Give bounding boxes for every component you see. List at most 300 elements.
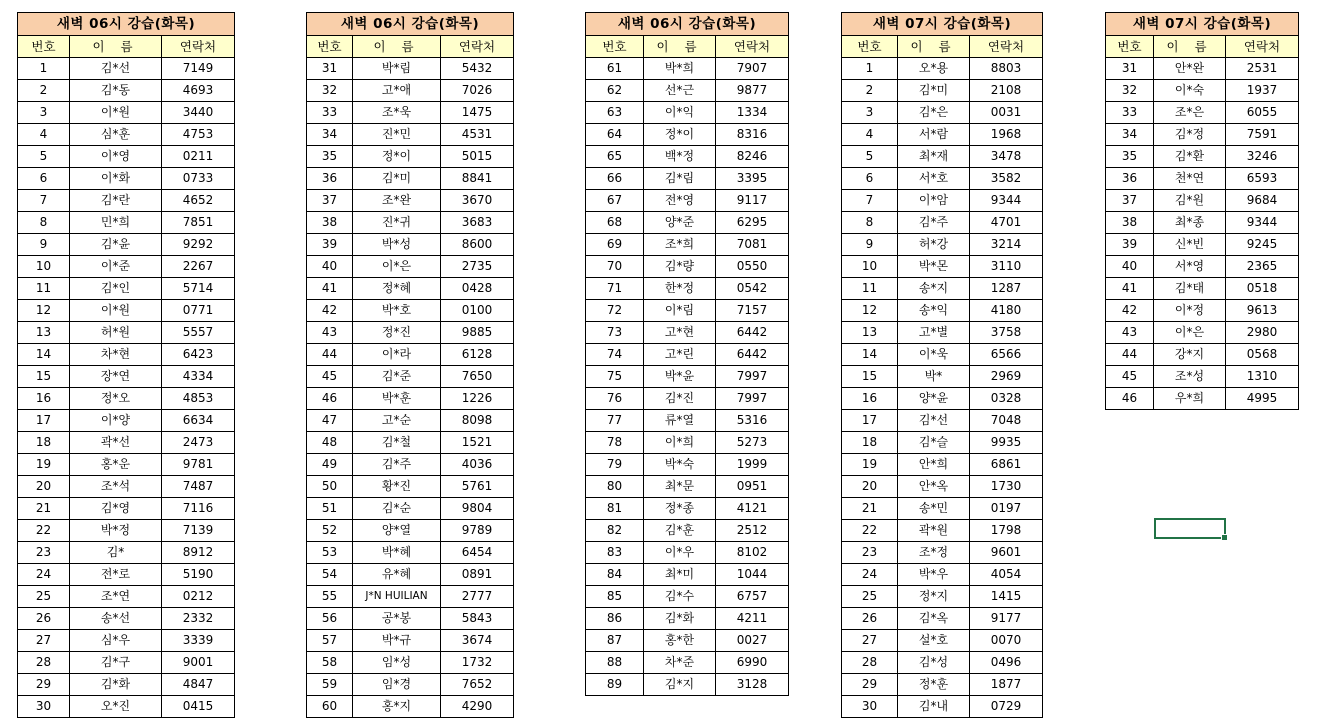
cell-contact[interactable]: 3214 bbox=[970, 234, 1043, 256]
cell-number[interactable]: 7 bbox=[842, 190, 898, 212]
cell-contact[interactable]: 0070 bbox=[970, 630, 1043, 652]
cell-number[interactable]: 45 bbox=[1106, 366, 1154, 388]
cell-name[interactable]: 김*태 bbox=[1154, 278, 1226, 300]
cell-contact[interactable]: 2267 bbox=[162, 256, 235, 278]
cell-contact[interactable]: 7907 bbox=[716, 58, 789, 80]
cell-number[interactable]: 47 bbox=[307, 410, 353, 432]
cell-contact[interactable]: 3758 bbox=[970, 322, 1043, 344]
cell-name[interactable]: 이*은 bbox=[1154, 322, 1226, 344]
cell-name[interactable]: 김*영 bbox=[70, 498, 162, 520]
cell-number[interactable]: 1 bbox=[842, 58, 898, 80]
table-title[interactable]: 새벽 07시 강습(화목) bbox=[842, 13, 1043, 36]
header-number[interactable]: 번호 bbox=[18, 36, 70, 58]
cell-contact[interactable]: 1968 bbox=[970, 124, 1043, 146]
cell-name[interactable]: 김*림 bbox=[644, 168, 716, 190]
cell-contact[interactable]: 3674 bbox=[441, 630, 514, 652]
cell-number[interactable]: 85 bbox=[586, 586, 644, 608]
cell-contact[interactable]: 9789 bbox=[441, 520, 514, 542]
cell-number[interactable]: 15 bbox=[842, 366, 898, 388]
cell-number[interactable]: 67 bbox=[586, 190, 644, 212]
cell-number[interactable]: 35 bbox=[1106, 146, 1154, 168]
cell-name[interactable]: 우*희 bbox=[1154, 388, 1226, 410]
cell-number[interactable]: 5 bbox=[842, 146, 898, 168]
cell-contact[interactable]: 2365 bbox=[1226, 256, 1299, 278]
cell-name[interactable]: 조*성 bbox=[1154, 366, 1226, 388]
cell-name[interactable]: 조*희 bbox=[644, 234, 716, 256]
cell-number[interactable]: 51 bbox=[307, 498, 353, 520]
header-name[interactable]: 이 름 bbox=[898, 36, 970, 58]
cell-name[interactable]: 조*완 bbox=[353, 190, 441, 212]
cell-number[interactable]: 44 bbox=[1106, 344, 1154, 366]
cell-name[interactable]: 이*암 bbox=[898, 190, 970, 212]
cell-number[interactable]: 76 bbox=[586, 388, 644, 410]
cell-number[interactable]: 13 bbox=[842, 322, 898, 344]
cell-contact[interactable]: 4334 bbox=[162, 366, 235, 388]
cell-name[interactable]: 류*열 bbox=[644, 410, 716, 432]
cell-contact[interactable]: 4753 bbox=[162, 124, 235, 146]
cell-contact[interactable]: 0891 bbox=[441, 564, 514, 586]
table-title[interactable]: 새벽 06시 강습(화목) bbox=[586, 13, 789, 36]
header-number[interactable]: 번호 bbox=[307, 36, 353, 58]
cell-name[interactable]: 조*은 bbox=[1154, 102, 1226, 124]
cell-number[interactable]: 16 bbox=[18, 388, 70, 410]
cell-number[interactable]: 49 bbox=[307, 454, 353, 476]
cell-contact[interactable]: 0027 bbox=[716, 630, 789, 652]
cell-number[interactable]: 50 bbox=[307, 476, 353, 498]
cell-number[interactable]: 82 bbox=[586, 520, 644, 542]
cell-contact[interactable]: 6454 bbox=[441, 542, 514, 564]
cell-name[interactable]: 설*호 bbox=[898, 630, 970, 652]
cell-contact[interactable]: 7149 bbox=[162, 58, 235, 80]
cell-name[interactable]: 이*욱 bbox=[898, 344, 970, 366]
cell-name[interactable]: 정*이 bbox=[353, 146, 441, 168]
header-contact[interactable]: 연락처 bbox=[162, 36, 235, 58]
cell-name[interactable]: 이*화 bbox=[70, 168, 162, 190]
cell-number[interactable]: 33 bbox=[1106, 102, 1154, 124]
cell-contact[interactable]: 8841 bbox=[441, 168, 514, 190]
cell-name[interactable]: 송*지 bbox=[898, 278, 970, 300]
cell-contact[interactable]: 0212 bbox=[162, 586, 235, 608]
cell-contact[interactable]: 9292 bbox=[162, 234, 235, 256]
cell-name[interactable]: 김*미 bbox=[898, 80, 970, 102]
cell-contact[interactable]: 6423 bbox=[162, 344, 235, 366]
cell-number[interactable]: 8 bbox=[18, 212, 70, 234]
cell-number[interactable]: 37 bbox=[1106, 190, 1154, 212]
cell-name[interactable]: 최*종 bbox=[1154, 212, 1226, 234]
cell-name[interactable]: 임*경 bbox=[353, 674, 441, 696]
cell-contact[interactable]: 1044 bbox=[716, 564, 789, 586]
cell-number[interactable]: 46 bbox=[307, 388, 353, 410]
cell-name[interactable]: 홍*한 bbox=[644, 630, 716, 652]
cell-contact[interactable]: 2777 bbox=[441, 586, 514, 608]
cell-contact[interactable]: 1310 bbox=[1226, 366, 1299, 388]
fill-handle[interactable] bbox=[1221, 534, 1228, 541]
cell-name[interactable]: 이*은 bbox=[353, 256, 441, 278]
cell-name[interactable]: 김*선 bbox=[898, 410, 970, 432]
cell-contact[interactable]: 9117 bbox=[716, 190, 789, 212]
cell-number[interactable]: 29 bbox=[18, 674, 70, 696]
cell-contact[interactable]: 7048 bbox=[970, 410, 1043, 432]
cell-number[interactable]: 22 bbox=[18, 520, 70, 542]
cell-name[interactable]: 박*숙 bbox=[644, 454, 716, 476]
cell-contact[interactable]: 7652 bbox=[441, 674, 514, 696]
cell-contact[interactable]: 5316 bbox=[716, 410, 789, 432]
cell-name[interactable]: 공*봉 bbox=[353, 608, 441, 630]
cell-contact[interactable]: 1287 bbox=[970, 278, 1043, 300]
cell-name[interactable]: 허*강 bbox=[898, 234, 970, 256]
cell-name[interactable]: 박*훈 bbox=[353, 388, 441, 410]
header-number[interactable]: 번호 bbox=[1106, 36, 1154, 58]
cell-number[interactable]: 8 bbox=[842, 212, 898, 234]
cell-contact[interactable]: 2969 bbox=[970, 366, 1043, 388]
cell-number[interactable]: 57 bbox=[307, 630, 353, 652]
cell-contact[interactable]: 5273 bbox=[716, 432, 789, 454]
cell-number[interactable]: 6 bbox=[842, 168, 898, 190]
cell-name[interactable]: 김*주 bbox=[898, 212, 970, 234]
cell-contact[interactable]: 1226 bbox=[441, 388, 514, 410]
cell-name[interactable]: 서*호 bbox=[898, 168, 970, 190]
cell-contact[interactable]: 3339 bbox=[162, 630, 235, 652]
cell-number[interactable]: 25 bbox=[18, 586, 70, 608]
cell-number[interactable]: 38 bbox=[307, 212, 353, 234]
cell-name[interactable]: 김*지 bbox=[644, 674, 716, 696]
cell-contact[interactable]: 9344 bbox=[970, 190, 1043, 212]
cell-name[interactable]: 진*민 bbox=[353, 124, 441, 146]
cell-number[interactable]: 25 bbox=[842, 586, 898, 608]
cell-number[interactable]: 81 bbox=[586, 498, 644, 520]
cell-contact[interactable]: 0197 bbox=[970, 498, 1043, 520]
cell-contact[interactable]: 2980 bbox=[1226, 322, 1299, 344]
cell-name[interactable]: 김*슬 bbox=[898, 432, 970, 454]
cell-contact[interactable]: 2332 bbox=[162, 608, 235, 630]
cell-contact[interactable]: 7487 bbox=[162, 476, 235, 498]
cell-contact[interactable]: 9935 bbox=[970, 432, 1043, 454]
cell-contact[interactable]: 7591 bbox=[1226, 124, 1299, 146]
cell-contact[interactable]: 6442 bbox=[716, 344, 789, 366]
cell-name[interactable]: 조*정 bbox=[898, 542, 970, 564]
cell-contact[interactable]: 3395 bbox=[716, 168, 789, 190]
cell-contact[interactable]: 4121 bbox=[716, 498, 789, 520]
header-contact[interactable]: 연락처 bbox=[716, 36, 789, 58]
cell-name[interactable]: 최*재 bbox=[898, 146, 970, 168]
cell-contact[interactable]: 4531 bbox=[441, 124, 514, 146]
cell-number[interactable]: 32 bbox=[1106, 80, 1154, 102]
cell-name[interactable]: 송*민 bbox=[898, 498, 970, 520]
cell-contact[interactable]: 6757 bbox=[716, 586, 789, 608]
cell-name[interactable]: 김*준 bbox=[353, 366, 441, 388]
cell-number[interactable]: 78 bbox=[586, 432, 644, 454]
cell-number[interactable]: 42 bbox=[307, 300, 353, 322]
cell-name[interactable]: 정*진 bbox=[353, 322, 441, 344]
cell-number[interactable]: 26 bbox=[18, 608, 70, 630]
cell-number[interactable]: 73 bbox=[586, 322, 644, 344]
cell-contact[interactable]: 9877 bbox=[716, 80, 789, 102]
cell-number[interactable]: 31 bbox=[1106, 58, 1154, 80]
cell-number[interactable]: 45 bbox=[307, 366, 353, 388]
cell-name[interactable]: 김*인 bbox=[70, 278, 162, 300]
cell-contact[interactable]: 0518 bbox=[1226, 278, 1299, 300]
cell-number[interactable]: 68 bbox=[586, 212, 644, 234]
cell-number[interactable]: 7 bbox=[18, 190, 70, 212]
cell-name[interactable]: 김*미 bbox=[353, 168, 441, 190]
cell-number[interactable]: 72 bbox=[586, 300, 644, 322]
cell-name[interactable]: 박*혜 bbox=[353, 542, 441, 564]
cell-contact[interactable]: 9684 bbox=[1226, 190, 1299, 212]
cell-number[interactable]: 4 bbox=[842, 124, 898, 146]
cell-name[interactable]: 이*영 bbox=[70, 146, 162, 168]
cell-number[interactable]: 37 bbox=[307, 190, 353, 212]
cell-name[interactable]: 김*훈 bbox=[644, 520, 716, 542]
cell-name[interactable]: 김*정 bbox=[1154, 124, 1226, 146]
cell-contact[interactable]: 6442 bbox=[716, 322, 789, 344]
cell-contact[interactable]: 4995 bbox=[1226, 388, 1299, 410]
cell-number[interactable]: 75 bbox=[586, 366, 644, 388]
cell-number[interactable]: 60 bbox=[307, 696, 353, 718]
cell-contact[interactable]: 8246 bbox=[716, 146, 789, 168]
cell-number[interactable]: 83 bbox=[586, 542, 644, 564]
active-cell-selection[interactable] bbox=[1154, 518, 1226, 539]
cell-number[interactable]: 24 bbox=[842, 564, 898, 586]
cell-contact[interactable]: 9885 bbox=[441, 322, 514, 344]
cell-name[interactable]: 곽*원 bbox=[898, 520, 970, 542]
cell-contact[interactable]: 4211 bbox=[716, 608, 789, 630]
cell-number[interactable]: 29 bbox=[842, 674, 898, 696]
cell-name[interactable]: 이*정 bbox=[1154, 300, 1226, 322]
cell-name[interactable]: 김*윤 bbox=[70, 234, 162, 256]
cell-contact[interactable]: 8098 bbox=[441, 410, 514, 432]
cell-number[interactable]: 3 bbox=[842, 102, 898, 124]
cell-name[interactable]: 차*준 bbox=[644, 652, 716, 674]
cell-contact[interactable]: 3683 bbox=[441, 212, 514, 234]
table-title[interactable]: 새벽 06시 강습(화목) bbox=[18, 13, 235, 36]
cell-number[interactable]: 22 bbox=[842, 520, 898, 542]
cell-contact[interactable]: 1730 bbox=[970, 476, 1043, 498]
cell-contact[interactable]: 2473 bbox=[162, 432, 235, 454]
cell-name[interactable]: 정*지 bbox=[898, 586, 970, 608]
cell-name[interactable]: 심*훈 bbox=[70, 124, 162, 146]
cell-number[interactable]: 63 bbox=[586, 102, 644, 124]
cell-contact[interactable]: 4701 bbox=[970, 212, 1043, 234]
cell-name[interactable]: 박*우 bbox=[898, 564, 970, 586]
cell-name[interactable]: 박*호 bbox=[353, 300, 441, 322]
cell-number[interactable]: 20 bbox=[842, 476, 898, 498]
cell-name[interactable]: 이*라 bbox=[353, 344, 441, 366]
cell-name[interactable]: 박*희 bbox=[644, 58, 716, 80]
cell-number[interactable]: 30 bbox=[18, 696, 70, 718]
cell-contact[interactable]: 5190 bbox=[162, 564, 235, 586]
cell-contact[interactable]: 1415 bbox=[970, 586, 1043, 608]
cell-contact[interactable]: 0328 bbox=[970, 388, 1043, 410]
cell-number[interactable]: 21 bbox=[18, 498, 70, 520]
cell-name[interactable]: 박*성 bbox=[353, 234, 441, 256]
cell-name[interactable]: 김*환 bbox=[1154, 146, 1226, 168]
cell-number[interactable]: 69 bbox=[586, 234, 644, 256]
cell-number[interactable]: 65 bbox=[586, 146, 644, 168]
cell-number[interactable]: 5 bbox=[18, 146, 70, 168]
cell-number[interactable]: 41 bbox=[1106, 278, 1154, 300]
cell-name[interactable]: 김*은 bbox=[898, 102, 970, 124]
cell-contact[interactable]: 2531 bbox=[1226, 58, 1299, 80]
cell-number[interactable]: 13 bbox=[18, 322, 70, 344]
cell-number[interactable]: 19 bbox=[18, 454, 70, 476]
cell-name[interactable]: 김*내 bbox=[898, 696, 970, 718]
cell-number[interactable]: 17 bbox=[18, 410, 70, 432]
cell-name[interactable]: 고*별 bbox=[898, 322, 970, 344]
cell-number[interactable]: 43 bbox=[1106, 322, 1154, 344]
cell-name[interactable]: 고*애 bbox=[353, 80, 441, 102]
cell-number[interactable]: 55 bbox=[307, 586, 353, 608]
cell-name[interactable]: 고*린 bbox=[644, 344, 716, 366]
cell-name[interactable]: 장*연 bbox=[70, 366, 162, 388]
cell-number[interactable]: 30 bbox=[842, 696, 898, 718]
cell-name[interactable]: 김*량 bbox=[644, 256, 716, 278]
cell-name[interactable]: 이*희 bbox=[644, 432, 716, 454]
cell-number[interactable]: 36 bbox=[307, 168, 353, 190]
cell-name[interactable]: 이*림 bbox=[644, 300, 716, 322]
cell-name[interactable]: 고*현 bbox=[644, 322, 716, 344]
table-title[interactable]: 새벽 07시 강습(화목) bbox=[1106, 13, 1299, 36]
cell-name[interactable]: 송*익 bbox=[898, 300, 970, 322]
cell-contact[interactable]: 2108 bbox=[970, 80, 1043, 102]
cell-number[interactable]: 56 bbox=[307, 608, 353, 630]
cell-contact[interactable]: 8912 bbox=[162, 542, 235, 564]
cell-contact[interactable]: 7851 bbox=[162, 212, 235, 234]
cell-name[interactable]: 허*원 bbox=[70, 322, 162, 344]
cell-number[interactable]: 31 bbox=[307, 58, 353, 80]
cell-name[interactable]: 김*선 bbox=[70, 58, 162, 80]
cell-name[interactable]: 최*문 bbox=[644, 476, 716, 498]
cell-number[interactable]: 23 bbox=[842, 542, 898, 564]
cell-contact[interactable]: 6990 bbox=[716, 652, 789, 674]
cell-name[interactable]: 홍*지 bbox=[353, 696, 441, 718]
cell-contact[interactable]: 5761 bbox=[441, 476, 514, 498]
cell-name[interactable]: 김*철 bbox=[353, 432, 441, 454]
cell-contact[interactable]: 3110 bbox=[970, 256, 1043, 278]
cell-contact[interactable]: 9804 bbox=[441, 498, 514, 520]
cell-contact[interactable]: 0031 bbox=[970, 102, 1043, 124]
cell-contact[interactable]: 0428 bbox=[441, 278, 514, 300]
cell-number[interactable]: 86 bbox=[586, 608, 644, 630]
cell-name[interactable]: 이*익 bbox=[644, 102, 716, 124]
cell-number[interactable]: 10 bbox=[842, 256, 898, 278]
cell-number[interactable]: 18 bbox=[18, 432, 70, 454]
cell-name[interactable]: 김*화 bbox=[644, 608, 716, 630]
cell-contact[interactable]: 2512 bbox=[716, 520, 789, 542]
cell-name[interactable]: 김*순 bbox=[353, 498, 441, 520]
cell-name[interactable]: 조*연 bbox=[70, 586, 162, 608]
cell-name[interactable]: 박*규 bbox=[353, 630, 441, 652]
cell-contact[interactable]: 0733 bbox=[162, 168, 235, 190]
cell-name[interactable]: 차*현 bbox=[70, 344, 162, 366]
cell-name[interactable]: 김*진 bbox=[644, 388, 716, 410]
cell-contact[interactable]: 7997 bbox=[716, 366, 789, 388]
cell-name[interactable]: 김*주 bbox=[353, 454, 441, 476]
cell-name[interactable]: 안*옥 bbox=[898, 476, 970, 498]
cell-number[interactable]: 43 bbox=[307, 322, 353, 344]
cell-name[interactable]: 오*용 bbox=[898, 58, 970, 80]
cell-number[interactable]: 27 bbox=[18, 630, 70, 652]
cell-number[interactable]: 39 bbox=[307, 234, 353, 256]
cell-name[interactable]: 전*영 bbox=[644, 190, 716, 212]
header-contact[interactable]: 연락처 bbox=[970, 36, 1043, 58]
cell-contact[interactable]: 6128 bbox=[441, 344, 514, 366]
cell-name[interactable]: 천*연 bbox=[1154, 168, 1226, 190]
header-name[interactable]: 이 름 bbox=[1154, 36, 1226, 58]
cell-name[interactable]: 민*희 bbox=[70, 212, 162, 234]
cell-number[interactable]: 53 bbox=[307, 542, 353, 564]
cell-number[interactable]: 23 bbox=[18, 542, 70, 564]
cell-contact[interactable]: 3670 bbox=[441, 190, 514, 212]
cell-name[interactable]: 이*숙 bbox=[1154, 80, 1226, 102]
cell-contact[interactable]: 8600 bbox=[441, 234, 514, 256]
cell-contact[interactable]: 4180 bbox=[970, 300, 1043, 322]
header-name[interactable]: 이 름 bbox=[353, 36, 441, 58]
cell-number[interactable]: 58 bbox=[307, 652, 353, 674]
cell-contact[interactable]: 0568 bbox=[1226, 344, 1299, 366]
cell-name[interactable]: 김*성 bbox=[898, 652, 970, 674]
cell-contact[interactable]: 7026 bbox=[441, 80, 514, 102]
cell-name[interactable]: 안*희 bbox=[898, 454, 970, 476]
cell-number[interactable]: 39 bbox=[1106, 234, 1154, 256]
cell-name[interactable]: 양*윤 bbox=[898, 388, 970, 410]
cell-contact[interactable]: 6295 bbox=[716, 212, 789, 234]
cell-name[interactable]: 김*화 bbox=[70, 674, 162, 696]
cell-name[interactable]: 임*성 bbox=[353, 652, 441, 674]
cell-contact[interactable]: 4847 bbox=[162, 674, 235, 696]
cell-name[interactable]: 강*지 bbox=[1154, 344, 1226, 366]
cell-contact[interactable]: 4693 bbox=[162, 80, 235, 102]
cell-contact[interactable]: 2735 bbox=[441, 256, 514, 278]
cell-number[interactable]: 70 bbox=[586, 256, 644, 278]
cell-name[interactable]: 김*수 bbox=[644, 586, 716, 608]
cell-name[interactable]: 곽*선 bbox=[70, 432, 162, 454]
header-name[interactable]: 이 름 bbox=[644, 36, 716, 58]
cell-name[interactable]: 이*양 bbox=[70, 410, 162, 432]
cell-contact[interactable]: 0100 bbox=[441, 300, 514, 322]
header-contact[interactable]: 연락처 bbox=[441, 36, 514, 58]
cell-contact[interactable]: 7997 bbox=[716, 388, 789, 410]
cell-number[interactable]: 27 bbox=[842, 630, 898, 652]
cell-contact[interactable]: 5432 bbox=[441, 58, 514, 80]
cell-name[interactable]: 양*준 bbox=[644, 212, 716, 234]
cell-contact[interactable]: 1999 bbox=[716, 454, 789, 476]
cell-contact[interactable]: 7116 bbox=[162, 498, 235, 520]
cell-name[interactable]: 김*란 bbox=[70, 190, 162, 212]
cell-contact[interactable]: 7157 bbox=[716, 300, 789, 322]
cell-name[interactable]: 백*정 bbox=[644, 146, 716, 168]
cell-contact[interactable]: 5557 bbox=[162, 322, 235, 344]
cell-name[interactable]: 홍*운 bbox=[70, 454, 162, 476]
cell-number[interactable]: 88 bbox=[586, 652, 644, 674]
cell-name[interactable]: 이*우 bbox=[644, 542, 716, 564]
cell-contact[interactable]: 0542 bbox=[716, 278, 789, 300]
cell-number[interactable]: 59 bbox=[307, 674, 353, 696]
header-number[interactable]: 번호 bbox=[842, 36, 898, 58]
cell-number[interactable]: 42 bbox=[1106, 300, 1154, 322]
cell-name[interactable]: 서*영 bbox=[1154, 256, 1226, 278]
cell-number[interactable]: 12 bbox=[842, 300, 898, 322]
cell-number[interactable]: 54 bbox=[307, 564, 353, 586]
cell-number[interactable]: 4 bbox=[18, 124, 70, 146]
cell-contact[interactable]: 3128 bbox=[716, 674, 789, 696]
cell-number[interactable]: 61 bbox=[586, 58, 644, 80]
cell-contact[interactable]: 4290 bbox=[441, 696, 514, 718]
cell-number[interactable]: 14 bbox=[842, 344, 898, 366]
cell-name[interactable]: 김*동 bbox=[70, 80, 162, 102]
cell-number[interactable]: 66 bbox=[586, 168, 644, 190]
cell-number[interactable]: 44 bbox=[307, 344, 353, 366]
cell-contact[interactable]: 1521 bbox=[441, 432, 514, 454]
